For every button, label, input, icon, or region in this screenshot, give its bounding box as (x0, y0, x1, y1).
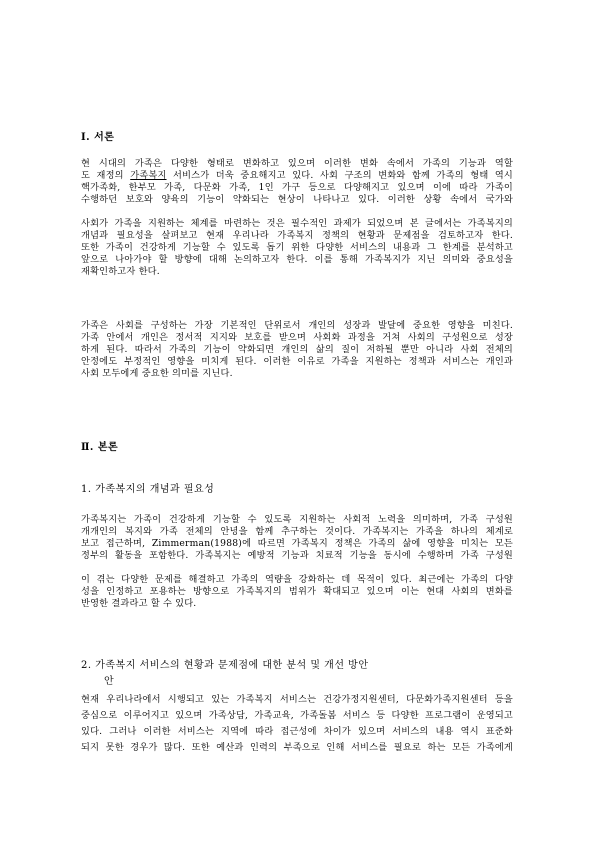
text-line: 수행하던 보호와 양육의 기능이 약화되는 현상이 나타나고 있다. 이러한 상황 속에서 국가와 (81, 194, 513, 205)
subsection-heading-2: 2. 가족복지 서비스의 현황과 문제점에 대한 분석 및 개선 방안 (81, 660, 369, 671)
text-line: 개개인의 복지와 가족 전체의 안녕을 함께 추구하는 것이다. 가족복지는 가족을 하나의 체계로 (81, 526, 513, 537)
text-line: 가족복지는 가족이 건강하게 기능할 수 있도록 지원하는 사회적 노력을 의미하며, 가족 구성원 (81, 514, 513, 525)
subsection-2-paragraph (81, 694, 513, 754)
text-line: 보고 접근하며, Zimmerman(1988)에 따르면 가족복지 정책은 가족의 삶에 영향을 미치는 모든 (81, 538, 513, 549)
text-line: 가족 안에서 개인은 정서적 지지와 보호를 받으며 사회화 과정을 거쳐 사회의 구성원으로 성장 (81, 332, 513, 343)
text-line: 개념과 필요성을 살펴보고 현재 우리나라 가족복지 정책의 현황과 문제점을 검토하고자 한다. (81, 230, 513, 241)
text-line: 중심으로 이루어지고 있으며 가족상담, 가족교육, 가족돌봄 서비스 등 다양한 프로그램이 운영되고 (81, 710, 513, 721)
text-line: 정부의 활동을 포함한다. 가족복지는 예방적 기능과 치료적 기능을 동시에 수행하며 가족 구성원 (81, 550, 513, 561)
text-line: 반영한 결과라고 할 수 있다. (81, 598, 197, 609)
text-line: 가족은 사회를 구성하는 가장 기본적인 단위로서 개인의 성장과 발달에 중요한 영향을 미친다. (81, 320, 513, 331)
underlined-term: 가족복지 (130, 170, 167, 181)
intro-paragraph-2 (81, 320, 513, 380)
text-line: 재확인하고자 한다. (81, 266, 160, 277)
text-line: 도 재정의 가족복지 서비스가 더욱 중요해지고 있다. 사회 구조의 변화와 함께 가족의 형태 역시 (81, 170, 513, 181)
section-heading-intro: Ⅰ. 서론 (81, 132, 115, 143)
section-heading-body: Ⅱ. 본론 (81, 442, 119, 453)
text-line: 또한 가족이 건강하게 기능할 수 있도록 돕기 위한 다양한 서비스의 내용과 그 한계를 분석하고 (81, 242, 513, 253)
text-line: 안정에도 부정적인 영향을 미치게 된다. 이러한 이유로 가족을 지원하는 정책과 서비스는 개인과 (81, 356, 513, 367)
text-line: 현재 우리나라에서 시행되고 있는 가족복지 서비스는 건강가정지원센터, 다문화가족지원센터 등을 (81, 694, 513, 705)
subsection-heading-2-continued: 안 (104, 676, 115, 687)
text-line: 앞으로 나아가야 할 방향에 대해 논의하고자 한다. 이를 통해 가족복지가 지닌 의미와 중요성을 (81, 254, 513, 265)
text-line: 되지 못한 경우가 많다. 또한 예산과 인력의 부족으로 인해 서비스를 필요로 하는 모든 가족에게 (81, 742, 513, 753)
text-line: 현 시대의 가족은 다양한 형태로 변화하고 있으며 이러한 변화 속에서 가족의 기능과 역할 (81, 158, 513, 169)
intro-paragraph-1 (81, 158, 513, 278)
text-line: 성을 인정하고 포용하는 방향으로 가족복지의 범위가 확대되고 있으며 이는 현대 사회의 변화를 (81, 586, 513, 597)
subsection-heading-1: 1. 가족복지의 개념과 필요성 (81, 484, 215, 495)
text-line: 이 겪는 다양한 문제를 해결하고 가족의 역량을 강화하는 데 목적이 있다. 최근에는 가족의 다양 (81, 574, 513, 585)
text-line: 있다. 그러나 이러한 서비스는 지역에 따라 접근성에 차이가 있으며 서비스의 내용 역시 표준화 (81, 726, 513, 737)
text-line: 사회 모두에게 중요한 의미를 지닌다. (81, 368, 233, 379)
text-line: 핵가족화, 한부모 가족, 다문화 가족, 1인 가구 등으로 다양해지고 있으며 이에 따라 가족이 (81, 182, 513, 193)
text-line: 사회가 가족을 지원하는 체계를 마련하는 것은 필수적인 과제가 되었으며 본 글에서는 가족복지의 (81, 218, 513, 229)
text-line: 하게 된다. 따라서 가족의 기능이 약화되면 개인의 삶의 질이 저하될 뿐만 아니라 사회 전체의 (81, 344, 513, 355)
subsection-1-paragraph (81, 514, 513, 610)
